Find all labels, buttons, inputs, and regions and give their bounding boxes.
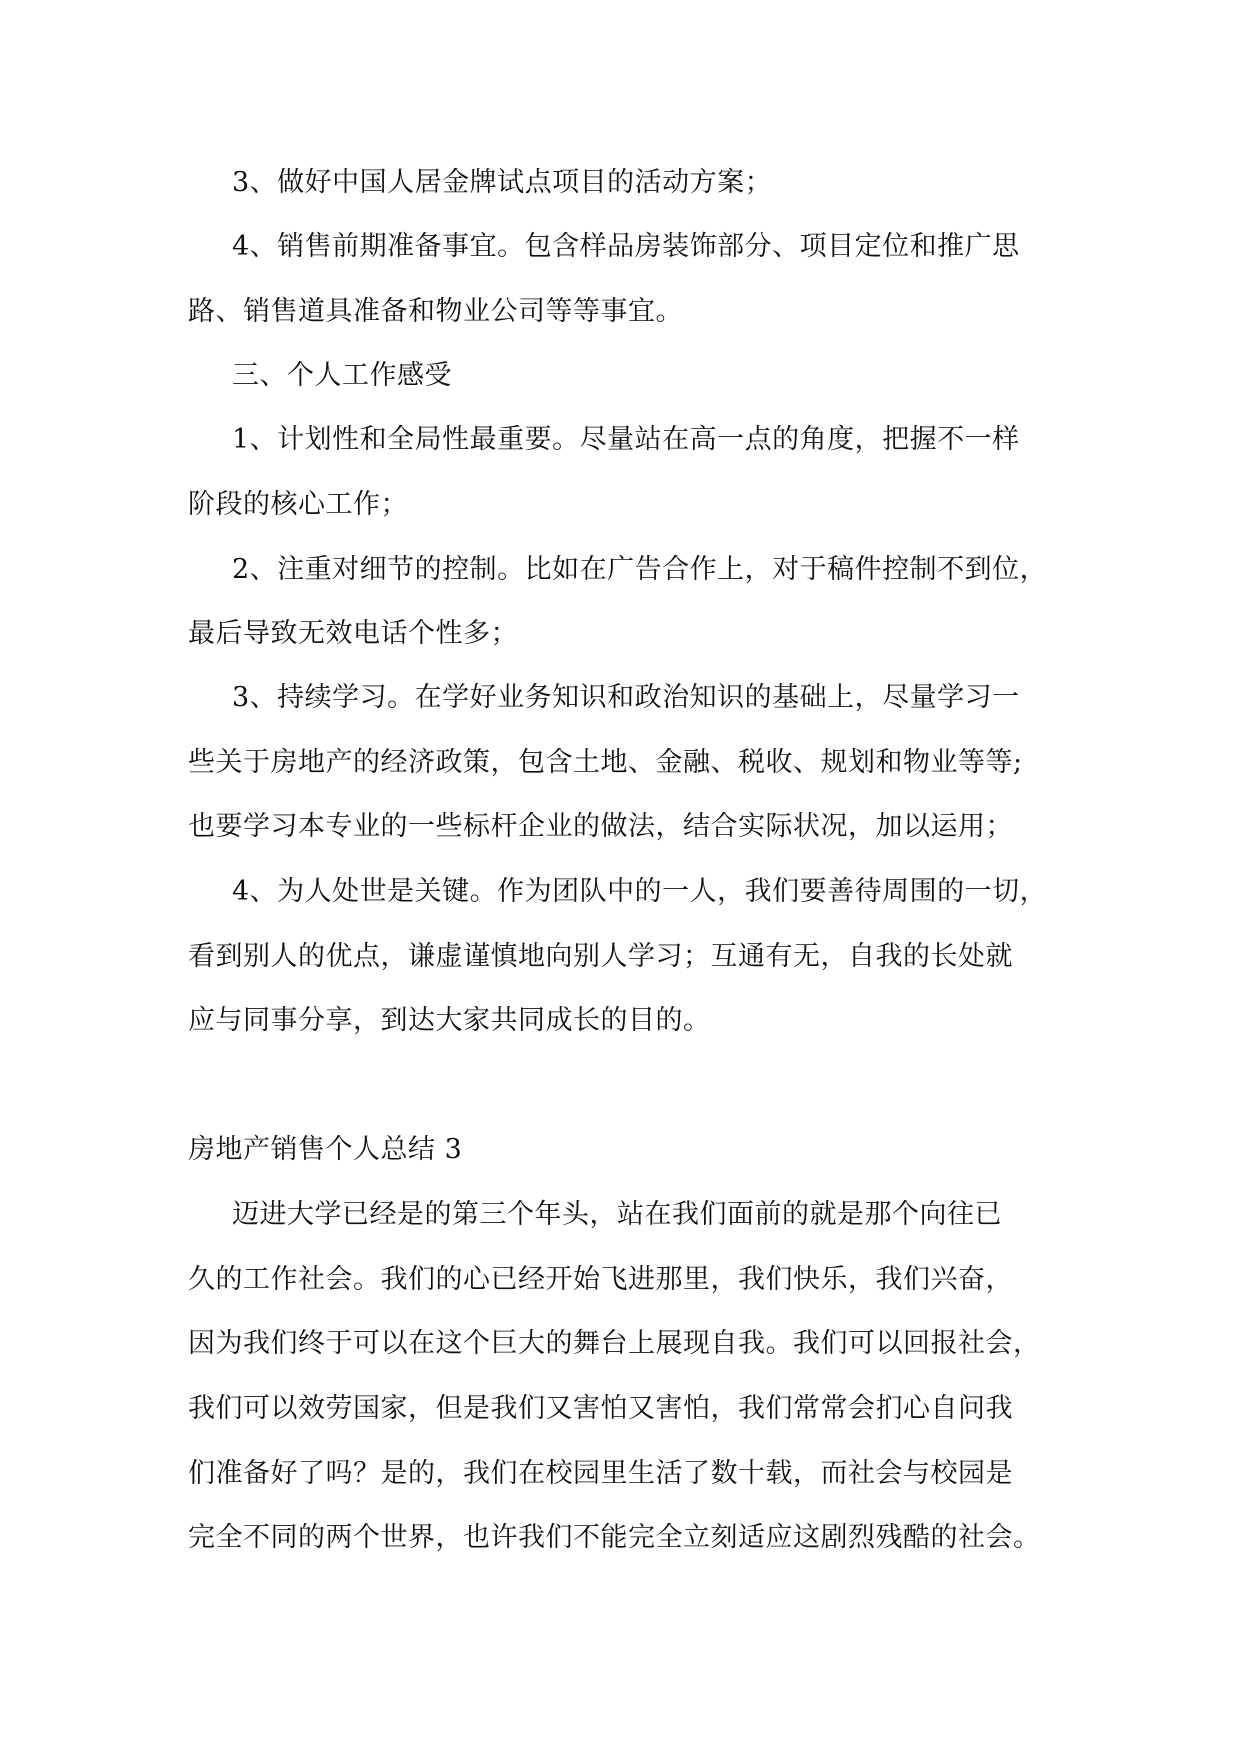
paragraph-line: 阶段的核心工作； [188, 489, 408, 520]
paragraph-line: 1、计划性和全局性最重要。尽量站在高一点的角度，把握不一样 [232, 424, 1020, 455]
paragraph-line: 也要学习本专业的一些标杆企业的做法，结合实际状况，加以运用； [188, 811, 1013, 842]
paragraph-line: 3、做好中国人居金牌试点项目的活动方案； [232, 167, 773, 198]
paragraph-line: 完全不同的两个世界，也许我们不能完全立刻适应这剧烈残酷的社会。 [188, 1522, 1041, 1553]
paragraph-line: 们准备好了吗？是的，我们在校园里生活了数十载，而社会与校园是 [188, 1458, 1013, 1489]
paragraph-line: 迈进大学已经是的第三个年头，站在我们面前的就是那个向往已 [232, 1199, 1002, 1230]
section-title: 房地产销售个人总结 3 [188, 1134, 463, 1165]
section-heading: 三、个人工作感受 [232, 360, 452, 391]
paragraph-line: 我们可以效劳国家，但是我们又害怕又害怕，我们常常会扪心自问我 [188, 1393, 1013, 1424]
paragraph-line: 因为我们终于可以在这个巨大的舞台上展现自我。我们可以回报社会， [188, 1328, 1041, 1359]
paragraph-line: 最后导致无效电话个性多； [188, 618, 518, 649]
paragraph-line: 4、销售前期准备事宜。包含样品房装饰部分、项目定位和推广思 [232, 231, 1020, 262]
paragraph-line: 3、持续学习。在学好业务知识和政治知识的基础上，尽量学习一 [232, 682, 1020, 713]
paragraph-line: 路、销售道具准备和物业公司等等事宜。 [188, 296, 683, 327]
paragraph-line: 久的工作社会。我们的心已经开始飞进那里，我们快乐，我们兴奋， [188, 1264, 1013, 1295]
paragraph-line: 4、为人处世是关键。作为团队中的一人，我们要善待周围的一切， [232, 876, 1048, 907]
paragraph-line: 2、注重对细节的控制。比如在广告合作上，对于稿件控制不到位， [232, 554, 1048, 585]
paragraph-line: 看到别人的优点，谦虚谨慎地向别人学习；互通有无，自我的长处就 [188, 941, 1013, 972]
paragraph-line: 应与同事分享，到达大家共同成长的目的。 [188, 1005, 711, 1036]
paragraph-line: 些关于房地产的经济政策，包含土地、金融、税收、规划和物业等等; [188, 747, 1023, 778]
